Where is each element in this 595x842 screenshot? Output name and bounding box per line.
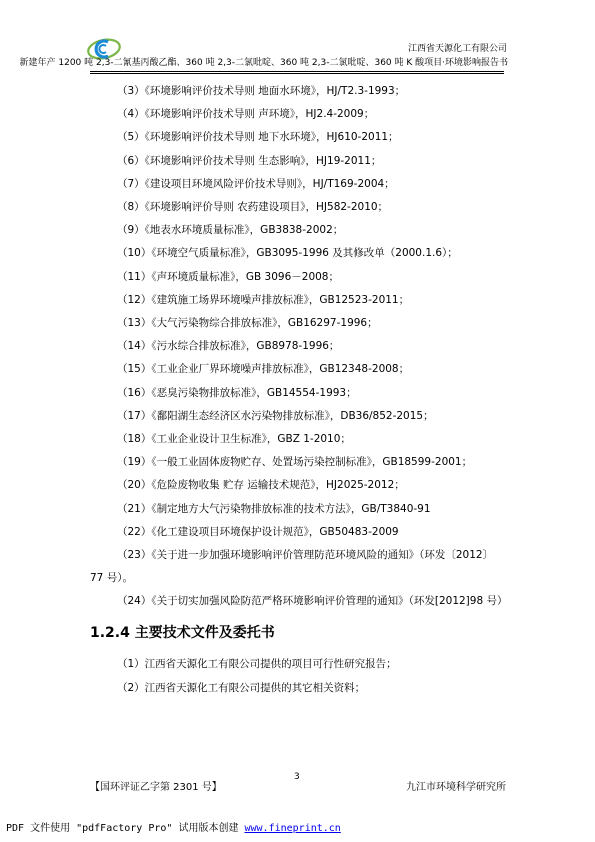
reference-item: （22）《化工建设项目环境保护设计规范》，GB50483-2009	[117, 525, 399, 538]
reference-item: （17）《鄱阳湖生态经济区水污染物排放标准》，DB36/852-2015；	[117, 409, 434, 422]
reference-item: （4）《环境影响评价技术导则 声环境》，HJ2.4-2009；	[117, 108, 375, 121]
footer-institute: 九江市环境科学研究所	[406, 782, 506, 793]
document-item: （1）江西省天源化工有限公司提供的项目可行性研究报告；	[117, 658, 397, 670]
header-divider-thin	[90, 73, 504, 74]
reference-item: （16）《恶臭污染物排放标准》，GB14554-1993；	[117, 386, 357, 399]
reference-item: （6）《环境影响评价技术导则 生态影响》，HJ19-2011；	[117, 154, 382, 167]
header-divider	[90, 71, 504, 72]
reference-item: （8）《环境影响评价导则 农药建设项目》，HJ582-2010；	[117, 201, 389, 214]
reference-item: （15）《工业企业厂界环境噪声排放标准》，GB12348-2008；	[117, 363, 410, 376]
fineprint-link[interactable]: www.fineprint.cn	[244, 823, 341, 834]
reference-item: （20）《危险废物收集 贮存 运输技术规范》，HJ2025-2012；	[117, 479, 405, 492]
header-project-title: 新建年产 1200 吨 2,3-二氰基丙酸乙酯、360 吨 2,3-二氯吡啶、360 吨 2,3-二氯吡啶、360 吨 K 酸项目·环境影响报告书	[19, 58, 508, 68]
reference-item: （9）《地表水环境质量标准》，GB3838-2002；	[117, 224, 344, 237]
footer-certificate: 【国环评证乙字第 2301 号】	[90, 782, 222, 793]
reference-item: （21）《制定地方大气污染物排放标准的技术方法》，GB/T3840-91	[117, 502, 431, 515]
document-item: （2）江西省天源化工有限公司提供的其它相关资料；	[117, 681, 366, 694]
reference-item: （11）《声环境质量标准》，GB 3096－2008；	[117, 270, 339, 283]
reference-item: （19）《一般工业固体废物贮存、处置场污染控制标准》，GB18599-2001；	[117, 456, 473, 469]
section-heading: 1.2.4 主要技术文件及委托书	[90, 625, 275, 641]
reference-item: （14）《污水综合排放标准》，GB8978-1996；	[117, 340, 340, 353]
reference-item: （12）《建筑施工场界环境噪声排放标准》，GB12523-2011；	[117, 293, 410, 306]
reference-item: （5）《环境影响评价技术导则 地下水环境》，HJ610-2011；	[117, 131, 399, 144]
pdf-banner-text: PDF 文件使用 "pdfFactory Pro" 试用版本创建	[6, 823, 245, 834]
reference-item: （10）《环境空气质量标准》，GB3095-1996 及其修改单（2000.1.6）；	[117, 247, 458, 260]
reference-item: （7）《建设项目环境风险评价技术导则》，HJ/T169-2004；	[117, 177, 395, 190]
reference-item: （3）《环境影响评价技术导则 地面水环境》，HJ/T2.3-1993；	[117, 85, 406, 97]
reference-item: （13）《大气污染物综合排放标准》，GB16297-1996；	[117, 317, 378, 330]
reference-list	[90, 80, 506, 613]
pdf-creator-banner	[6, 819, 341, 834]
reference-item: （24）《关于切实加强风险防范严格环境影响评价管理的通知》（环发[2012]98 号）	[117, 595, 508, 608]
header-company-name: 江西省天源化工有限公司	[407, 44, 507, 54]
reference-item: （23）《关于进一步加强环境影响评价管理防范环境风险的通知》（环发〔2012〕77 号）。	[90, 549, 494, 585]
page-number: 3	[294, 772, 300, 782]
technical-documents-list	[90, 653, 506, 700]
reference-item: （18）《工业企业设计卫生标准》，GBZ 1-2010；	[117, 433, 351, 446]
